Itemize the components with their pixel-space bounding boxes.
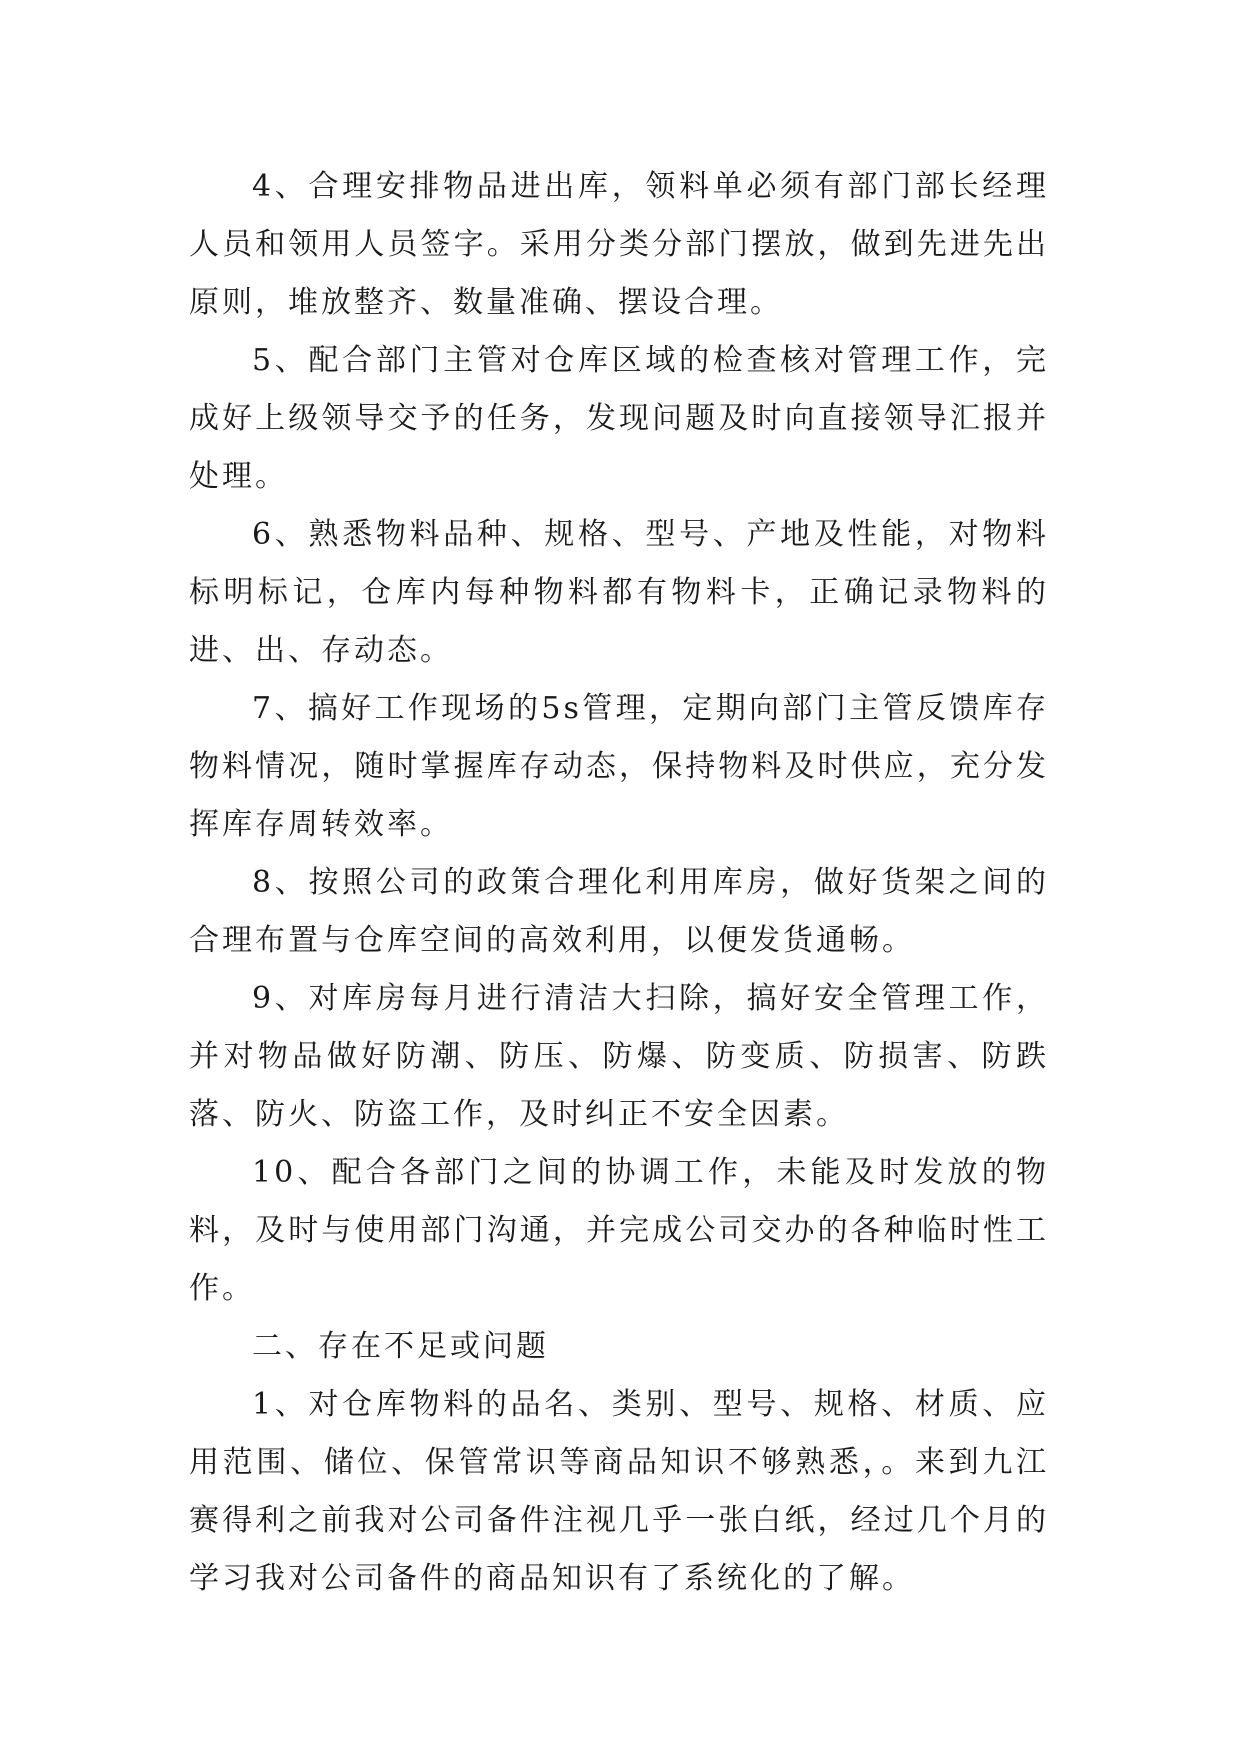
document-body [189, 158, 1049, 1608]
paragraph-item-6: 6、熟悉物料品种、规格、型号、产地及性能，对物料标明标记，仓库内每种物料都有物料卡，正确记录物料的进、出、存动态。 [189, 517, 1049, 668]
paragraph-item-8: 8、按照公司的政策合理化利用库房，做好货架之间的合理布置与仓库空间的高效利用，以便发货通畅。 [189, 865, 1049, 958]
paragraph-item-10: 10、配合各部门之间的协调工作，未能及时发放的物料，及时与使用部门沟通，并完成公司交办的各种临时性工作。 [189, 1155, 1049, 1306]
paragraph-item-4: 4、合理安排物品进出库，领料单必须有部门部长经理人员和领用人员签字。采用分类分部门摆放，做到先进先出原则，堆放整齐、数量准确、摆设合理。 [189, 169, 1049, 320]
paragraph-item-7: 7、搞好工作现场的5s管理，定期向部门主管反馈库存物料情况，随时掌握库存动态，保持物料及时供应，充分发挥库存周转效率。 [189, 691, 1049, 842]
paragraph-item-9: 9、对库房每月进行清洁大扫除，搞好安全管理工作，并对物品做好防潮、防压、防爆、防变质、防损害、防跌落、防火、防盗工作，及时纠正不安全因素。 [189, 981, 1049, 1132]
paragraph-item-5: 5、配合部门主管对仓库区域的检查核对管理工作，完成好上级领导交予的任务，发现问题及时向直接领导汇报并处理。 [189, 343, 1049, 494]
section-paragraph-item-1: 1、对仓库物料的品名、类别、型号、规格、材质、应用范围、储位、保管常识等商品知识不够熟悉，。来到九江赛得利之前我对公司备件注视几乎一张白纸，经过几个月的学习我对公司备件的商品知识有了系统化的了解。 [189, 1387, 1049, 1596]
section-heading: 二、存在不足或问题 [252, 1329, 549, 1364]
